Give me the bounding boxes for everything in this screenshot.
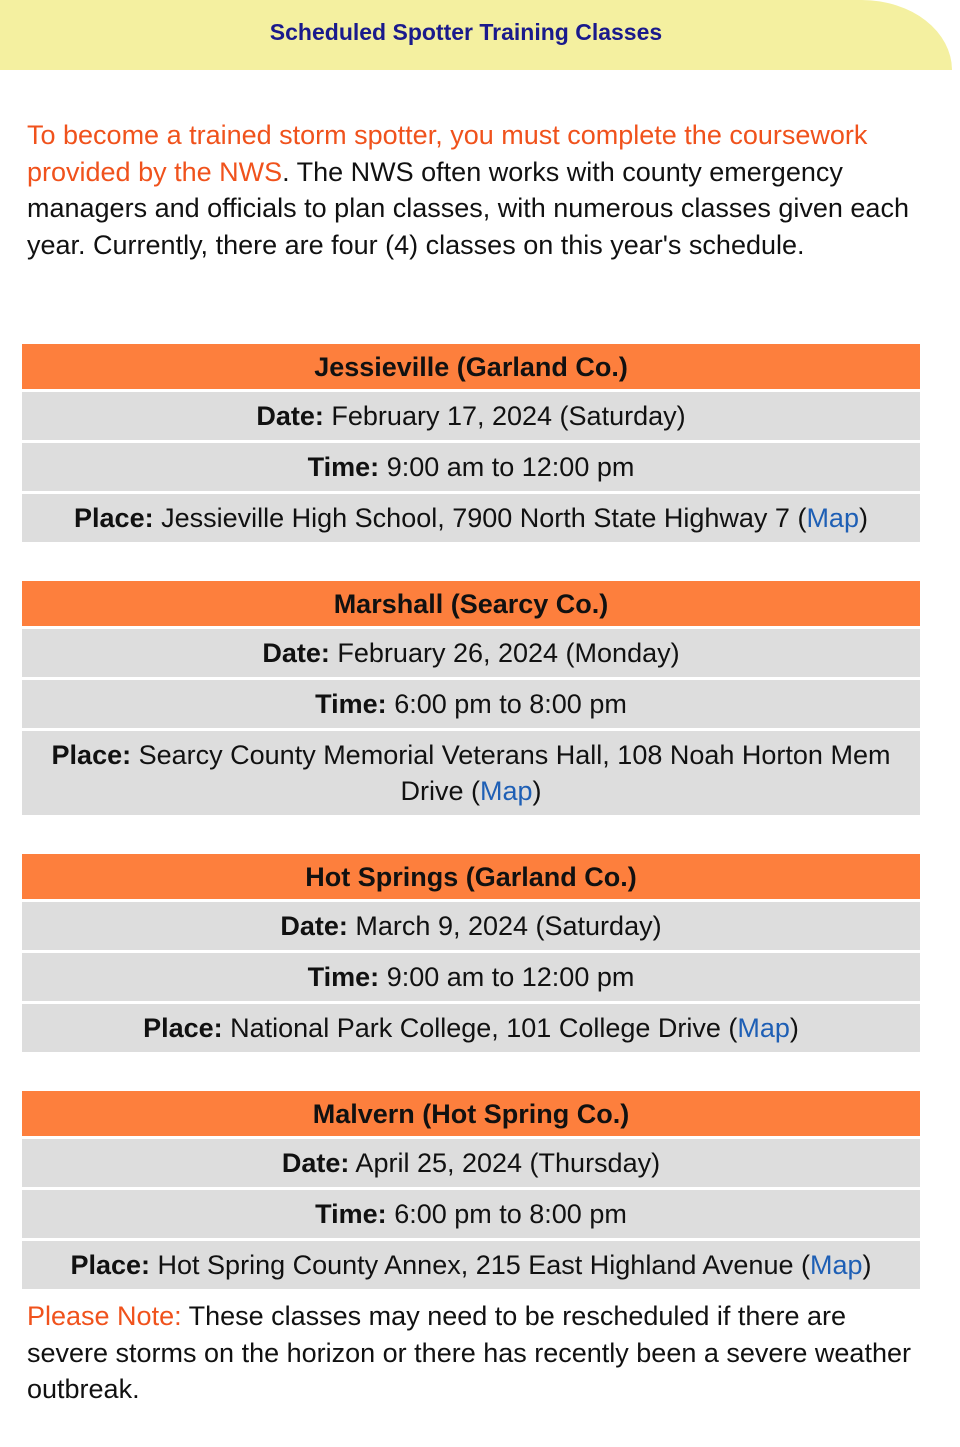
paren-close: ) [789,1013,799,1043]
map-link[interactable]: Map [806,503,859,533]
note-label: Please Note: [27,1301,182,1331]
class-time: 6:00 pm to 8:00 pm [386,689,627,719]
paren-open: ( [463,776,480,806]
paren-open: ( [793,1250,810,1280]
date-label: Date: [281,1148,350,1178]
class-title: Hot Springs (Garland Co.) [22,854,920,899]
place-label: Place: [143,1013,223,1043]
banner-title: Scheduled Spotter Training Classes [269,18,663,45]
class-time-row [22,1190,920,1238]
note-text: These classes may need to be rescheduled if there are severe storms on the horizon or there has recently been a severe weather outbreak. [27,1301,911,1404]
class-time: 9:00 am to 12:00 pm [379,962,635,992]
class-time: 6:00 pm to 8:00 pm [386,1199,627,1229]
class-place-row [22,731,920,815]
class-place: Searcy County Memorial Veterans Hall, 108 Noah Horton Mem Drive [131,740,891,806]
class-place-row [22,1004,920,1052]
note-paragraph [27,1298,927,1408]
intro-highlight: To become a trained storm spotter, you must complete the coursework provided by the NWS [27,120,868,187]
intro-text: . The NWS often works with county emergency managers and officials to plan classes, with numerous classes given each year. Currently, there are four (4) classes on this year's schedule. [27,156,909,260]
class-place: Hot Spring County Annex, 215 East Highland Avenue [150,1250,794,1280]
paren-close: ) [858,503,868,533]
class-block-marshall [22,581,920,815]
time-label: Time: [315,1199,387,1229]
class-block-malvern [22,1091,920,1289]
map-link[interactable]: Map [737,1013,790,1043]
time-label: Time: [315,689,387,719]
class-place-row [22,494,920,542]
paren-open: ( [789,503,807,533]
intro-paragraph [27,117,927,263]
class-place: National Park College, 101 College Drive [222,1013,721,1043]
date-label: Date: [256,401,324,431]
class-date-row [22,392,920,440]
class-date: February 17, 2024 (Saturday) [323,401,686,431]
place-label: Place: [51,740,132,770]
class-date-row [22,629,920,677]
paren-close: ) [862,1250,872,1280]
class-date: April 25, 2024 (Thursday) [349,1148,661,1178]
time-label: Time: [307,452,380,482]
time-label: Time: [307,962,380,992]
class-schedule [22,344,920,1328]
class-date: March 9, 2024 (Saturday) [347,911,662,941]
class-time-row [22,443,920,491]
date-label: Date: [262,638,330,668]
class-date-row [22,902,920,950]
place-label: Place: [70,1250,151,1280]
class-title: Jessieville (Garland Co.) [22,344,920,389]
page-banner [0,0,952,70]
paren-open: ( [720,1013,738,1043]
class-date-row [22,1139,920,1187]
class-place: Jessieville High School, 7900 North State Highway 7 [153,503,790,533]
class-time-row [22,953,920,1001]
class-title: Malvern (Hot Spring Co.) [22,1091,920,1136]
class-title: Marshall (Searcy Co.) [22,581,920,626]
map-link[interactable]: Map [479,776,533,806]
date-label: Date: [280,911,348,941]
class-date: February 26, 2024 (Monday) [329,638,680,668]
class-block-jessieville [22,344,920,542]
class-time-row [22,680,920,728]
paren-close: ) [532,776,542,806]
place-label: Place: [74,503,154,533]
map-link[interactable]: Map [809,1250,863,1280]
class-block-hot-springs [22,854,920,1052]
class-place-row [22,1241,920,1289]
class-time: 9:00 am to 12:00 pm [379,452,635,482]
